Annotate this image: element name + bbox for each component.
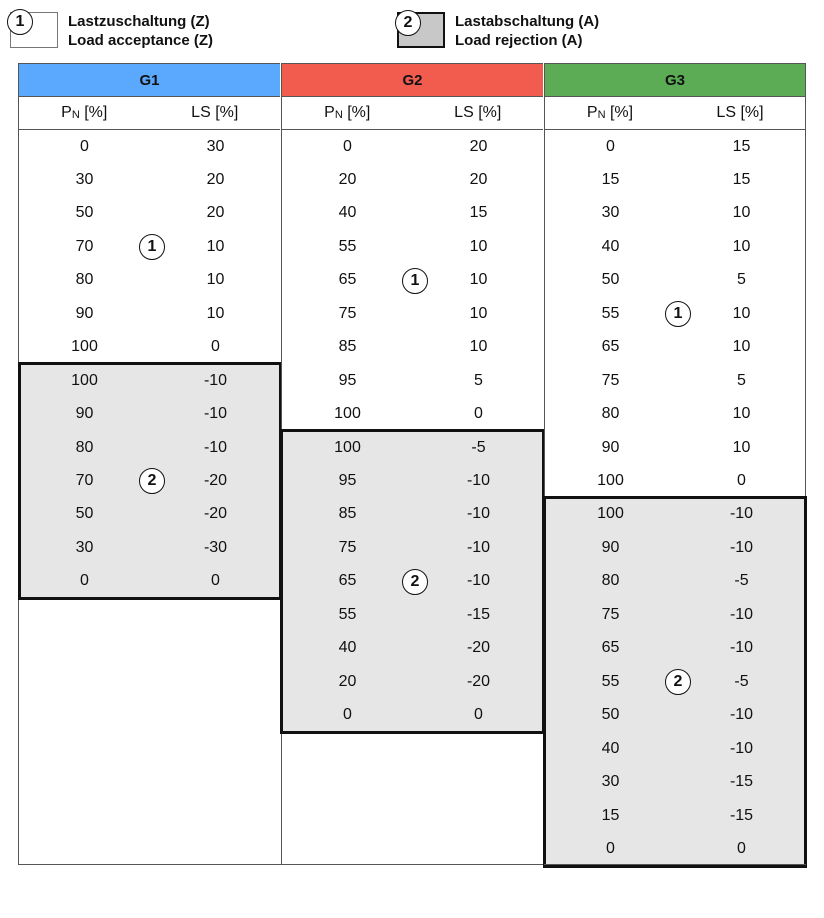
acceptance-row: [545, 331, 807, 364]
pn-value: 85: [338, 505, 357, 523]
pn-value: 95: [338, 472, 357, 489]
group-header-g3: G3: [545, 63, 805, 97]
ls-value: 10: [732, 438, 751, 456]
ls-value: -10: [729, 706, 754, 724]
ls-header: LS [%]: [716, 104, 764, 121]
legend-rejection-swatch: [397, 12, 445, 48]
pn-value: 90: [75, 304, 94, 322]
ls-value: 0: [737, 839, 746, 857]
ls-value: -10: [466, 505, 491, 523]
pn-value: 85: [338, 338, 357, 356]
acceptance-row: [545, 465, 807, 498]
acceptance-row: [282, 398, 544, 431]
rejection-row: [545, 699, 807, 732]
acceptance-row: [545, 431, 807, 464]
ls-value: -30: [203, 538, 228, 556]
acceptance-row: [19, 264, 281, 297]
pn-value: 100: [334, 405, 361, 423]
pn-value: 30: [601, 773, 620, 791]
pn-value: 80: [75, 271, 94, 289]
acceptance-zone-badge: 1: [139, 234, 165, 260]
ls-value: 10: [206, 304, 225, 322]
ls-value: -10: [729, 505, 754, 523]
pn-value: 80: [75, 438, 94, 456]
pn-value: 65: [338, 271, 357, 289]
legend-acceptance-number: 1: [7, 9, 33, 35]
ls-header: LS [%]: [454, 104, 502, 121]
pn-value: 15: [601, 170, 620, 188]
rejection-row: [282, 431, 544, 464]
rejection-row: [545, 632, 807, 665]
ls-value: 10: [469, 338, 488, 356]
ls-value: -5: [471, 438, 486, 456]
load-step-table: [18, 63, 806, 865]
legend-acceptance-swatch: [10, 12, 58, 48]
ls-value: -15: [729, 806, 754, 824]
ls-value: 10: [469, 271, 488, 289]
rejection-zone-badge: 2: [139, 468, 165, 494]
rejection-zone-badge: 2: [402, 569, 428, 595]
pn-header: P $_N$ [%]: [61, 104, 108, 121]
pn-value: 80: [601, 572, 620, 590]
ls-value: 5: [737, 371, 746, 389]
pn-value: 50: [75, 204, 94, 222]
ls-value: 10: [732, 304, 751, 322]
pn-value: 50: [601, 706, 620, 724]
legend-rejection-de: Lastabschaltung (A): [455, 13, 600, 30]
pn-value: 100: [597, 505, 624, 523]
ls-value: -20: [203, 472, 228, 489]
rejection-row: [545, 832, 807, 865]
ls-value: -10: [729, 538, 754, 556]
rejection-row: [19, 398, 281, 431]
rejection-row: [545, 766, 807, 799]
ls-value: -5: [734, 672, 749, 690]
acceptance-row: [545, 264, 807, 297]
pn-value: 20: [338, 672, 357, 690]
acceptance-row: [545, 364, 807, 397]
group-header-g2: G2: [282, 63, 543, 97]
acceptance-row: [282, 364, 544, 397]
pn-value: 80: [601, 405, 620, 423]
acceptance-row: [282, 331, 544, 364]
ls-value: 0: [211, 338, 220, 356]
ls-value: 10: [469, 237, 488, 255]
pn-value: 30: [75, 538, 94, 556]
ls-value: -10: [729, 739, 754, 757]
legend-rejection: [397, 12, 599, 50]
ls-value: -10: [729, 639, 754, 657]
column-subheader: [19, 97, 280, 130]
rejection-row: [545, 732, 807, 765]
ls-value: -15: [466, 605, 491, 623]
acceptance-row: [282, 130, 544, 163]
acceptance-row: [545, 398, 807, 431]
rejection-row: [19, 431, 281, 464]
ls-value: -10: [466, 572, 491, 590]
column-subheader: [545, 97, 805, 130]
legend-rejection-en: Load rejection (A): [455, 32, 583, 49]
pn-value: 40: [338, 204, 357, 222]
ls-value: 10: [206, 271, 225, 289]
pn-value: 40: [338, 639, 357, 657]
rejection-row: [19, 364, 281, 397]
ls-value: 20: [206, 204, 225, 222]
ls-value: 0: [211, 572, 220, 590]
pn-value: 55: [601, 672, 620, 690]
pn-value: 0: [343, 706, 352, 724]
ls-value: 10: [469, 304, 488, 322]
rejection-row: [282, 598, 544, 631]
acceptance-zone-badge: 1: [402, 268, 428, 294]
pn-value: 100: [334, 438, 361, 456]
pn-value: 55: [338, 605, 357, 623]
rejection-row: [545, 531, 807, 564]
acceptance-row: [545, 130, 807, 163]
pn-header: P $_N$ [%]: [586, 104, 634, 121]
pn-value: 90: [75, 405, 94, 423]
pn-header: P $_N$ [%]: [324, 104, 371, 121]
acceptance-row: [19, 197, 281, 230]
rejection-row: [282, 699, 544, 732]
pn-value: 65: [338, 572, 357, 590]
ls-value: -10: [203, 438, 228, 456]
ls-value: 10: [732, 338, 751, 356]
pn-value: 0: [80, 572, 89, 590]
pn-value: 50: [601, 271, 620, 289]
acceptance-row: [282, 163, 544, 196]
ls-value: 20: [206, 170, 225, 188]
legend-acceptance-en: Load acceptance (Z): [68, 32, 214, 49]
rejection-row: [282, 632, 544, 665]
column-subheader: [282, 97, 543, 130]
rejection-row: [545, 565, 807, 598]
pn-value: 30: [75, 170, 94, 188]
pn-value: 75: [601, 605, 620, 623]
pn-value: 30: [601, 204, 620, 222]
rejection-row: [282, 531, 544, 564]
pn-value: 90: [601, 438, 620, 456]
acceptance-row: [545, 230, 807, 263]
rejection-row: [545, 799, 807, 832]
group-column-g1: [18, 63, 280, 865]
rejection-row: [19, 498, 281, 531]
group-column-g3: [544, 63, 806, 865]
pn-value: 0: [343, 137, 352, 155]
group-header-g1: G1: [19, 63, 280, 97]
ls-value: -20: [466, 639, 491, 657]
ls-value: -20: [466, 672, 491, 690]
ls-value: -10: [729, 605, 754, 623]
pn-value: 90: [601, 538, 620, 556]
pn-value: 0: [80, 137, 89, 155]
ls-value: 0: [737, 472, 746, 489]
ls-value: 30: [206, 137, 225, 155]
pn-value: 75: [338, 304, 357, 322]
ls-value: -15: [729, 773, 754, 791]
pn-value: 95: [338, 371, 357, 389]
ls-value: -10: [466, 538, 491, 556]
ls-value: -10: [203, 405, 228, 423]
ls-value: 5: [737, 271, 746, 289]
acceptance-row: [19, 297, 281, 330]
ls-value: 5: [474, 371, 483, 389]
pn-value: 70: [75, 237, 94, 255]
rejection-row: [545, 498, 807, 531]
ls-header: LS [%]: [191, 104, 239, 121]
ls-value: -5: [734, 572, 749, 590]
pn-value: 70: [75, 472, 94, 489]
ls-value: -20: [203, 505, 228, 523]
rejection-zone-badge: 2: [665, 669, 691, 695]
pn-value: 55: [338, 237, 357, 255]
rejection-row: [19, 565, 281, 598]
pn-value: 50: [75, 505, 94, 523]
ls-value: 20: [469, 137, 488, 155]
group-column-g2: [281, 63, 543, 865]
pn-value: 20: [338, 170, 357, 188]
pn-value: 75: [601, 371, 620, 389]
ls-value: 15: [732, 170, 751, 188]
acceptance-row: [282, 230, 544, 263]
rejection-row: [282, 498, 544, 531]
ls-value: 15: [469, 204, 488, 222]
pn-value: 40: [601, 237, 620, 255]
acceptance-row: [19, 130, 281, 163]
ls-value: 10: [206, 237, 225, 255]
rejection-row: [282, 465, 544, 498]
acceptance-row: [282, 297, 544, 330]
pn-value: 100: [71, 338, 98, 356]
ls-value: -10: [466, 472, 491, 489]
rejection-row: [19, 531, 281, 564]
ls-value: 0: [474, 405, 483, 423]
pn-value: 0: [606, 137, 615, 155]
ls-value: 15: [732, 137, 751, 155]
pn-value: 65: [601, 639, 620, 657]
acceptance-row: [19, 163, 281, 196]
legend-rejection-number: 2: [395, 10, 421, 36]
pn-value: 100: [597, 472, 624, 489]
ls-value: 20: [469, 170, 488, 188]
pn-value: 0: [606, 839, 615, 857]
ls-value: 10: [732, 204, 751, 222]
pn-value: 40: [601, 739, 620, 757]
acceptance-zone-badge: 1: [665, 301, 691, 327]
ls-value: -10: [203, 371, 228, 389]
pn-value: 100: [71, 371, 98, 389]
pn-value: 75: [338, 538, 357, 556]
legend-acceptance-de: Lastzuschaltung (Z): [68, 13, 210, 30]
acceptance-row: [545, 197, 807, 230]
pn-value: 55: [601, 304, 620, 322]
ls-value: 0: [474, 706, 483, 724]
legend-acceptance: [10, 12, 213, 50]
acceptance-row: [19, 331, 281, 364]
acceptance-row: [282, 197, 544, 230]
acceptance-row: [545, 163, 807, 196]
pn-value: 65: [601, 338, 620, 356]
pn-value: 15: [601, 806, 620, 824]
ls-value: 10: [732, 405, 751, 423]
rejection-row: [282, 665, 544, 698]
ls-value: 10: [732, 237, 751, 255]
rejection-row: [545, 598, 807, 631]
